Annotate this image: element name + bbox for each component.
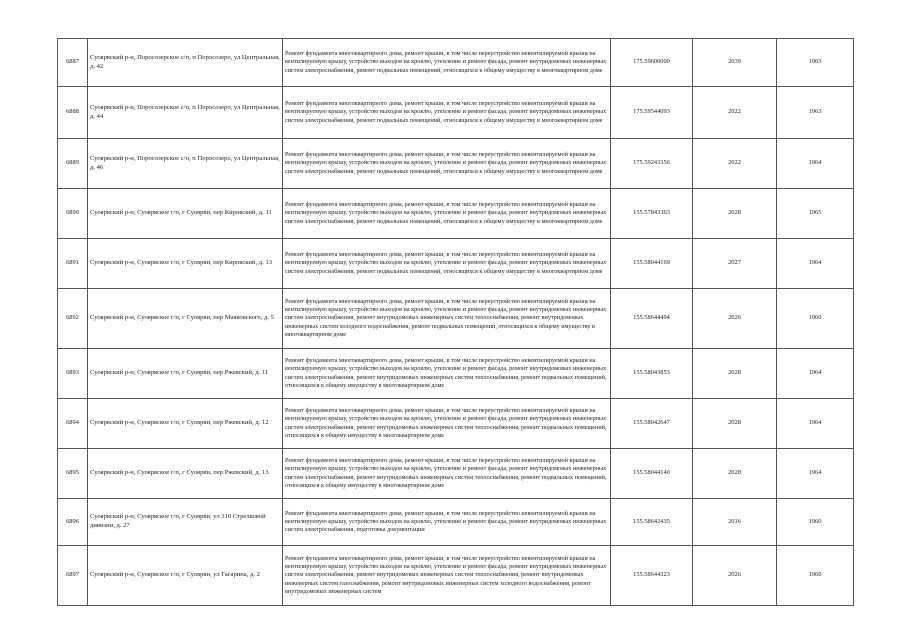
build-year-cell: 1964: [777, 239, 854, 289]
table-row: [58, 39, 854, 87]
row-number: 6890: [58, 189, 88, 239]
works-cell: Ремонт фундамента многоквартирного дома, ремонт крыши, в том числе переустройство невентилируемой крыши на вентилируемую крышу, устройство выходов на кровлю, утепление и ремонт фасада, ремонт внутридомовых инженерных систем электроснабжения, ремонт подвальных помещений, относящихся к общему имуществу в многоквартирном доме: [283, 87, 611, 139]
cost-cell: 155.58044169: [611, 239, 693, 289]
works-cell: Ремонт фундамента многоквартирного дома, ремонт крыши, в том числе переустройство невентилируемой крыши на вентилируемую крышу, устройство выходов на кровлю, утепление и ремонт фасада, ремонт внутридомовых инженерных систем электроснабжения, ремонт внутридомовых инженерных систем теплоснабжения, ремонт подвальных помещений, относящихся к общему имуществу в многоквартирном доме: [283, 399, 611, 449]
build-year-cell: 1964: [777, 139, 854, 189]
row-number: 6889: [58, 139, 88, 189]
build-year-cell: 1960: [777, 546, 854, 606]
address-cell: Суоярвский р-н, Суоярвское г/п, г Суоярви, пер Ржевский, д. 12: [88, 399, 283, 449]
address-cell: Суоярвский р-н, Суоярвское г/п, г Суоярви, ул 310 Стрелковой дивизии, д. 27: [88, 499, 283, 546]
row-number: 6891: [58, 239, 88, 289]
address-cell: Суоярвский р-н, Суоярвское г/п, г Суоярви, пер Ржевский, д. 11: [88, 349, 283, 399]
works-cell: Ремонт фундамента многоквартирного дома, ремонт крыши, в том числе переустройство невентилируемой крыши на вентилируемую крышу, устройство выходов на кровлю, утепление и ремонт фасада, ремонт внутридомовых инженерных систем электроснабжения, ремонт подвальных помещений, относящихся к общему имуществу в многоквартирном доме: [283, 189, 611, 239]
table-row: [58, 546, 854, 606]
row-number: 6888: [58, 87, 88, 139]
cost-cell: 175.59544093: [611, 87, 693, 139]
build-year-cell: 1965: [777, 189, 854, 239]
works-cell: Ремонт фундамента многоквартирного дома, ремонт крыши, в том числе переустройство невентилируемой крыши на вентилируемую крышу, устройство выходов на кровлю, утепление и ремонт фасада, ремонт внутридомовых инженерных систем электроснабжения, подготовка документации: [283, 499, 611, 546]
table-row: [58, 499, 854, 546]
planned-year-cell: 2039: [693, 39, 777, 87]
planned-year-cell: 2027: [693, 239, 777, 289]
works-cell: Ремонт фундамента многоквартирного дома, ремонт крыши, в том числе переустройство невентилируемой крыши на вентилируемую крышу, устройство выходов на кровлю, утепление и ремонт фасада, ремонт внутридомовых инженерных систем электроснабжения, ремонт подвальных помещений, относящихся к общему имуществу в многоквартирном доме: [283, 239, 611, 289]
table-row: [58, 349, 854, 399]
cost-cell: 175.59600000: [611, 39, 693, 87]
build-year-cell: 1964: [777, 399, 854, 449]
works-cell: Ремонт фундамента многоквартирного дома, ремонт крыши, в том числе переустройство невентилируемой крыши на вентилируемую крышу, устройство выходов на кровлю, утепление и ремонт фасада, ремонт внутридомовых инженерных систем электроснабжения, ремонт подвальных помещений, относящихся к общему имуществу в многоквартирном доме: [283, 39, 611, 87]
cost-cell: 175.59243356: [611, 139, 693, 189]
table-row: [58, 139, 854, 189]
planned-year-cell: 2028: [693, 399, 777, 449]
cost-cell: 155.58642435: [611, 499, 693, 546]
build-year-cell: 1963: [777, 39, 854, 87]
address-cell: Суоярвский р-н, Суоярвское г/п, г Суоярви, ул Гагарина, д. 2: [88, 546, 283, 606]
table-body: [58, 39, 854, 606]
table-row: [58, 449, 854, 499]
table-row: [58, 87, 854, 139]
cost-cell: 155.58644494: [611, 289, 693, 349]
works-cell: Ремонт фундамента многоквартирного дома, ремонт крыши, в том числе переустройство невентилируемой крыши на вентилируемую крышу, устройство выходов на кровлю, утепление и ремонт фасада, ремонт внутридомовых инженерных систем электроснабжения, ремонт внутридомовых инженерных систем теплоснабжения, ремонт внутридомовых инженерных систем холодного водоснабжения, ремонт подвальных помещений, относящихся к общему имуществу в многоквартирном доме: [283, 289, 611, 349]
housing-repair-table: [57, 38, 854, 606]
row-number: 6894: [58, 399, 88, 449]
address-cell: Суоярвский р-н, Поросозерское с/п, п Поросозеро, ул Центральная, д. 44: [88, 87, 283, 139]
address-cell: Суоярвский р-н, Суоярвское г/п, г Суоярви, пер Кировский, д. 13: [88, 239, 283, 289]
row-number: 6896: [58, 499, 88, 546]
planned-year-cell: 2026: [693, 289, 777, 349]
works-cell: Ремонт фундамента многоквартирного дома, ремонт крыши, в том числе переустройство невентилируемой крыши на вентилируемую крышу, устройство выходов на кровлю, утепление и ремонт фасада, ремонт внутридомовых инженерных систем электроснабжения, ремонт внутридомовых инженерных систем теплоснабжения, ремонт подвальных помещений, относящихся к общему имуществу в многоквартирном доме: [283, 349, 611, 399]
address-cell: Суоярвский р-н, Поросозерское с/п, п Поросозеро, ул Центральная, д. 42: [88, 39, 283, 87]
build-year-cell: 1963: [777, 87, 854, 139]
build-year-cell: 1964: [777, 449, 854, 499]
row-number: 6895: [58, 449, 88, 499]
cost-cell: 155.58042647: [611, 399, 693, 449]
table-row: [58, 399, 854, 449]
cost-cell: 155.57843363: [611, 189, 693, 239]
row-number: 6893: [58, 349, 88, 399]
cost-cell: 155.58644323: [611, 546, 693, 606]
planned-year-cell: 2028: [693, 449, 777, 499]
build-year-cell: 1964: [777, 349, 854, 399]
planned-year-cell: 2022: [693, 87, 777, 139]
cost-cell: 155.58043853: [611, 349, 693, 399]
planned-year-cell: 2026: [693, 546, 777, 606]
works-cell: Ремонт фундамента многоквартирного дома, ремонт крыши, в том числе переустройство невентилируемой крыши на вентилируемую крышу, устройство выходов на кровлю, утепление и ремонт фасада, ремонт внутридомовых инженерных систем электроснабжения, ремонт внутридомовых инженерных систем теплоснабжения, ремонт внутридомовых инженерных систем газоснабжения, ремонт внутридомовых инженерных систем холодного водоснабжения, ремонт внутридомовых инженерных систем: [283, 546, 611, 606]
row-number: 6897: [58, 546, 88, 606]
planned-year-cell: 2022: [693, 139, 777, 189]
table-row: [58, 239, 854, 289]
build-year-cell: 1960: [777, 499, 854, 546]
address-cell: Суоярвский р-н, Поросозерское с/п, п Поросозеро, ул Центральная, д. 46: [88, 139, 283, 189]
row-number: 6887: [58, 39, 88, 87]
works-cell: Ремонт фундамента многоквартирного дома, ремонт крыши, в том числе переустройство невентилируемой крыши на вентилируемую крышу, устройство выходов на кровлю, утепление и ремонт фасада, ремонт внутридомовых инженерных систем электроснабжения, ремонт подвальных помещений, относящихся к общему имуществу в многоквартирном доме: [283, 139, 611, 189]
cost-cell: 155.58044140: [611, 449, 693, 499]
build-year-cell: 1960: [777, 289, 854, 349]
address-cell: Суоярвский р-н, Суоярвское г/п, г Суоярви, пер Ржевский, д. 13: [88, 449, 283, 499]
table-row: [58, 289, 854, 349]
table-row: [58, 189, 854, 239]
planned-year-cell: 2016: [693, 499, 777, 546]
row-number: 6892: [58, 289, 88, 349]
address-cell: Суоярвский р-н, Суоярвское г/п, г Суоярви, пер Кировский, д. 11: [88, 189, 283, 239]
works-cell: Ремонт фундамента многоквартирного дома, ремонт крыши, в том числе переустройство невентилируемой крыши на вентилируемую крышу, устройство выходов на кровлю, утепление и ремонт фасада, ремонт внутридомовых инженерных систем электроснабжения, ремонт внутридомовых инженерных систем теплоснабжения, ремонт подвальных помещений, относящихся к общему имуществу в многоквартирном доме: [283, 449, 611, 499]
address-cell: Суоярвский р-н, Суоярвское г/п, г Суоярви, пер Маяковского, д. 5: [88, 289, 283, 349]
planned-year-cell: 2028: [693, 189, 777, 239]
planned-year-cell: 2028: [693, 349, 777, 399]
